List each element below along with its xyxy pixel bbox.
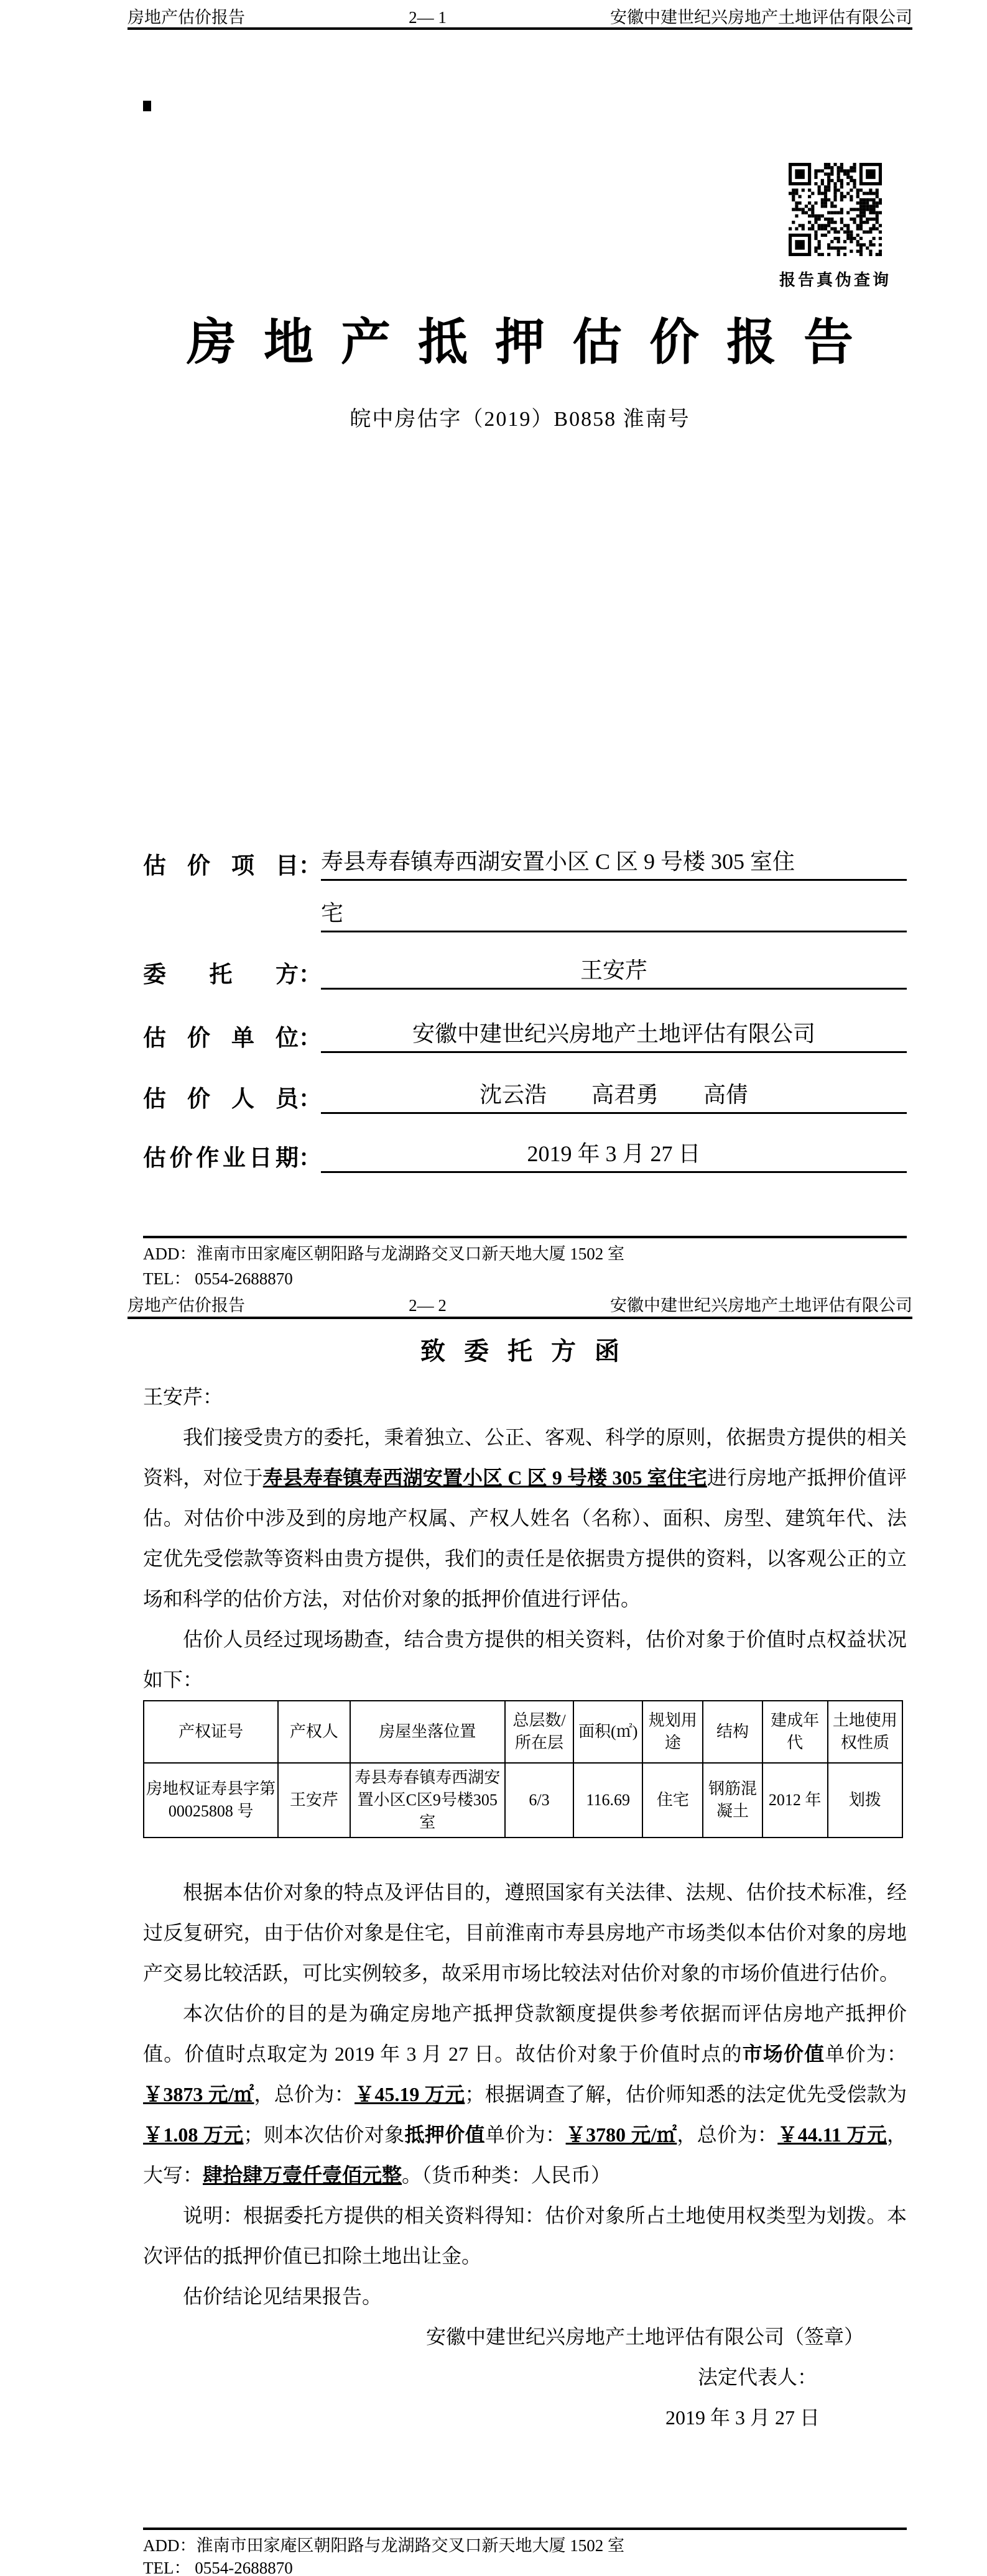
field-client-colon: ： — [299, 962, 322, 988]
page2-footer-rule — [143, 2528, 907, 2530]
page2-running-header — [127, 1295, 912, 1315]
field-project-value-line1: 寿县寿春镇寿西湖安置小区 C 区 9 号楼 305 室住 — [321, 847, 907, 881]
report-number: 皖中房估字（2019）B0858 淮南号 — [350, 408, 690, 431]
col-certificate-no: 产权证号 — [144, 1701, 278, 1763]
cell-year-built: 2012 年 — [762, 1763, 828, 1838]
cell-owner: 王安芹 — [278, 1763, 350, 1838]
report-title: 房地产抵押估价报告 — [187, 316, 881, 370]
paragraph-valuation: 本次估价的目的是为确定房地产抵押贷款额度提供参考依据而评估房地产抵押价值。价值时点取定为 2019 年 3 月 27 日。故估价对象于价值时点的市场价值单价为：￥3873 元/㎡，总价为：￥45.19 万元；根据调查了解，估价师知悉的法定优先受偿款为￥1.08 万元；则本次估价对象抵押价值单价为：￥3780 元/㎡，总价为：￥44.11 万元，大写：肆拾肆万壹仟壹佰元整。（货币种类：人民币） — [143, 2002, 907, 2186]
cell-area: 116.69 — [573, 1763, 642, 1838]
running-header-page-number: 2— 2 — [409, 1296, 447, 1315]
col-year-built: 建成年代 — [762, 1701, 828, 1763]
letter-body — [143, 1417, 907, 2438]
property-rights-table — [143, 1700, 903, 1838]
cell-land-use-right: 划拨 — [828, 1763, 902, 1838]
paragraph-conclusion: 估价结论见结果报告。 — [183, 2285, 382, 2307]
paragraph-intro: 我们接受贵方的委托，秉着独立、公正、客观、科学的原则，依据贵方提供的相关资料，对位于寿县寿春镇寿西湖安置小区 C 区 9 号楼 305 室住宅进行房地产抵押价值评估。对估价中涉及到的房地产权属、产权人姓名（名称）、面积、房型、建筑年代、法定优先受偿款等资料由贵方提供，我们的责任是依据贵方提供的资料，以客观公正的立场和科学的估价方法，对估价对象的抵押价值进行评估。 — [143, 1426, 907, 1610]
table-row — [144, 1763, 902, 1838]
page2-footer-address: ADD：淮南市田家庵区朝阳路与龙湖路交叉口新天地大厦 1502 室 — [143, 2536, 624, 2555]
running-header-company: 安徽中建世纪兴房地产土地评估有限公司 — [610, 1296, 912, 1315]
header-rule — [127, 1317, 912, 1319]
paragraph-method: 根据本估价对象的特点及评估目的，遵照国家有关法律、法规、估价技术标准，经过反复研究，由于估价对象是住宅，目前淮南市寿县房地产市场类似本估价对象的房地产交易比较活跃，可比实例较多，故采用市场比较法对估价对象的市场价值进行估价。 — [143, 1881, 907, 1984]
cell-floors: 6/3 — [505, 1763, 573, 1838]
letter-title: 致委托方函 — [420, 1337, 638, 1365]
field-client-value: 王安芹 — [321, 956, 907, 990]
field-project-value-line2: 宅 — [321, 899, 907, 932]
field-staff-colon: ： — [299, 1087, 322, 1112]
field-staff-value: 沈云浩 高君勇 高倩 — [321, 1080, 907, 1114]
cell-location: 寿县寿春镇寿西湖安置小区C区9号楼305室 — [350, 1763, 505, 1838]
col-structure: 结构 — [703, 1701, 762, 1763]
page1-running-header — [127, 7, 912, 27]
field-date-label: 估价作业日期 — [143, 1146, 299, 1171]
col-planned-use: 规划用途 — [642, 1701, 703, 1763]
running-header-doc-title: 房地产估价报告 — [127, 8, 245, 27]
col-land-use-right: 土地使用权性质 — [828, 1701, 902, 1763]
field-project-label: 估价项目 — [143, 853, 299, 879]
field-staff — [143, 1080, 907, 1114]
signature-date: 2019 年 3 月 27 日 — [665, 2406, 820, 2429]
paragraph-note: 说明：根据委托方提供的相关资料得知：估价对象所占土地使用权类型为划拨。本次评估的抵押价值已扣除土地出让金。 — [143, 2204, 907, 2267]
header-rule — [127, 27, 912, 30]
field-agency-label: 估价单位 — [143, 1026, 299, 1051]
field-project — [143, 847, 907, 881]
page2-footer-phone: TEL： 0554-2688870 — [143, 2559, 293, 2576]
running-header-doc-title: 房地产估价报告 — [127, 1296, 245, 1315]
field-client-label: 委托方 — [143, 962, 299, 988]
field-staff-label: 估价人员 — [143, 1087, 299, 1112]
field-date-colon: ： — [299, 1146, 322, 1171]
running-header-page-number: 2— 1 — [409, 8, 447, 27]
page1-footer-phone: TEL： 0554-2688870 — [143, 1269, 293, 1288]
page1-footer-rule — [143, 1236, 907, 1238]
field-date — [143, 1139, 907, 1173]
signature-legal-rep: 法定代表人： — [698, 2366, 818, 2388]
signature-company: 安徽中建世纪兴房地产土地评估有限公司（签章） — [426, 2325, 864, 2348]
field-agency-colon: ： — [299, 1026, 322, 1051]
col-owner: 产权人 — [278, 1701, 350, 1763]
cell-structure: 钢筋混凝土 — [703, 1763, 762, 1838]
field-client — [143, 956, 907, 990]
cell-certificate-no: 房地权证寿县字第00025808 号 — [144, 1763, 278, 1838]
cell-planned-use: 住宅 — [642, 1763, 703, 1838]
qr-code — [789, 163, 882, 256]
page1-footer-address: ADD：淮南市田家庵区朝阳路与龙湖路交叉口新天地大厦 1502 室 — [143, 1244, 624, 1263]
field-project-colon: ： — [299, 853, 322, 879]
table-header-row — [144, 1701, 902, 1763]
letter-salutation: 王安芹： — [143, 1386, 223, 1408]
qr-caption: 报告真伪查询 — [779, 271, 891, 289]
col-location: 房屋坐落位置 — [350, 1701, 505, 1763]
paragraph-survey: 估价人员经过现场勘查，结合贵方提供的相关资料，估价对象于价值时点权益状况如下： — [143, 1628, 907, 1691]
running-header-company: 安徽中建世纪兴房地产土地评估有限公司 — [610, 8, 912, 27]
field-agency — [143, 1019, 907, 1053]
field-date-value: 2019 年 3 月 27 日 — [321, 1139, 907, 1173]
page-mark — [143, 101, 151, 111]
col-area: 面积(㎡) — [573, 1701, 642, 1763]
col-floors: 总层数/所在层 — [505, 1701, 573, 1763]
field-agency-value: 安徽中建世纪兴房地产土地评估有限公司 — [321, 1019, 907, 1053]
